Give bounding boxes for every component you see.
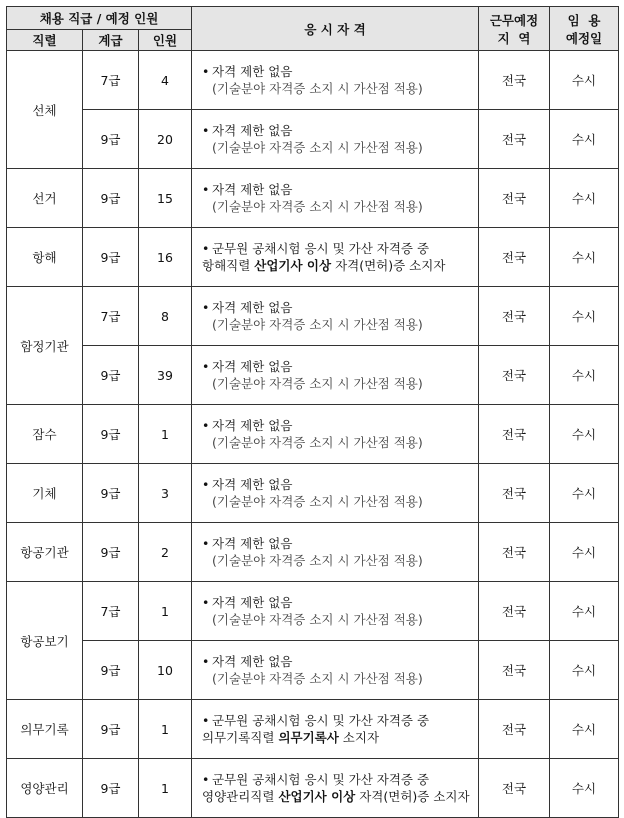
date-cell: 수시 — [550, 228, 619, 287]
qualification-note: (기술분야 자격증 소지 시 가산점 적용) — [212, 435, 423, 450]
date-cell: 수시 — [550, 346, 619, 405]
count-cell: 3 — [139, 464, 192, 523]
qualification-cell — [192, 582, 479, 641]
qualification-note: (기술분야 자격증 소지 시 가산점 적용) — [212, 612, 423, 627]
series-cell: 의무기록 — [7, 700, 83, 759]
header-count: 인원 — [139, 30, 192, 51]
qualification-series: 의무기록직렬 — [202, 730, 279, 745]
region-cell: 전국 — [479, 582, 550, 641]
qualification-text: 군무원 공채시험 응시 및 가산 자격증 중 — [212, 713, 430, 728]
series-cell: 기체 — [7, 464, 83, 523]
count-cell: 1 — [139, 700, 192, 759]
qualification-cell — [192, 523, 479, 582]
table-row — [7, 169, 619, 228]
qualification-text: 자격 제한 없음 — [212, 123, 293, 138]
grade-cell: 9급 — [83, 346, 139, 405]
bullet-icon: • — [202, 772, 210, 787]
qualification-cell — [192, 51, 479, 110]
count-cell: 1 — [139, 405, 192, 464]
bullet-icon: • — [202, 182, 210, 197]
qualification-suffix: 자격(면허)증 소지자 — [331, 258, 446, 273]
count-cell: 20 — [139, 110, 192, 169]
date-cell: 수시 — [550, 110, 619, 169]
table-row — [7, 523, 619, 582]
count-cell: 4 — [139, 51, 192, 110]
qualification-requirement: 의무기록사 — [278, 730, 339, 745]
qualification-cell — [192, 759, 479, 818]
grade-cell: 7급 — [83, 51, 139, 110]
table-row — [7, 641, 619, 700]
qualification-note: (기술분야 자격증 소지 시 가산점 적용) — [212, 553, 423, 568]
qualification-series: 항해직렬 — [202, 258, 255, 273]
qualification-text: 자격 제한 없음 — [212, 359, 293, 374]
qualification-cell — [192, 641, 479, 700]
qualification-text: 자격 제한 없음 — [212, 182, 293, 197]
qualification-suffix: 소지자 — [338, 730, 380, 745]
header-position-count: 채용 직급 / 예정 인원 — [7, 7, 192, 30]
qualification-text: 자격 제한 없음 — [212, 595, 293, 610]
qualification-note: (기술분야 자격증 소지 시 가산점 적용) — [212, 671, 423, 686]
qualification-note: (기술분야 자격증 소지 시 가산점 적용) — [212, 199, 423, 214]
date-cell: 수시 — [550, 287, 619, 346]
grade-cell: 9급 — [83, 228, 139, 287]
qualification-cell — [192, 228, 479, 287]
qualification-text: 군무원 공채시험 응시 및 가산 자격증 중 — [212, 772, 430, 787]
header-region-line1: 근무예정 — [489, 12, 539, 28]
region-cell: 전국 — [479, 405, 550, 464]
qualification-cell — [192, 287, 479, 346]
count-cell: 1 — [139, 582, 192, 641]
grade-cell: 9급 — [83, 700, 139, 759]
qualification-note: (기술분야 자격증 소지 시 가산점 적용) — [212, 494, 423, 509]
grade-cell: 9급 — [83, 759, 139, 818]
header-date-line1: 임 용 — [567, 12, 601, 28]
region-cell: 전국 — [479, 523, 550, 582]
table-row — [7, 582, 619, 641]
table-row — [7, 346, 619, 405]
header-region-line2: 지 역 — [497, 30, 531, 46]
bullet-icon: • — [202, 359, 210, 374]
region-cell: 전국 — [479, 346, 550, 405]
qualification-note: (기술분야 자격증 소지 시 가산점 적용) — [212, 140, 423, 155]
bullet-icon: • — [202, 241, 210, 256]
grade-cell: 9급 — [83, 641, 139, 700]
series-cell: 함정기관 — [7, 287, 83, 405]
qualification-cell — [192, 169, 479, 228]
series-cell: 항해 — [7, 228, 83, 287]
count-cell: 10 — [139, 641, 192, 700]
qualification-text: 자격 제한 없음 — [212, 536, 293, 551]
series-cell: 항공기관 — [7, 523, 83, 582]
series-cell: 영양관리 — [7, 759, 83, 818]
qualification-requirement: 산업기사 이상 — [278, 789, 356, 804]
region-cell: 전국 — [479, 759, 550, 818]
header-qualification: 응 시 자 격 — [192, 7, 479, 51]
grade-cell: 9급 — [83, 405, 139, 464]
qualification-text: 자격 제한 없음 — [212, 64, 293, 79]
region-cell: 전국 — [479, 110, 550, 169]
qualification-cell — [192, 110, 479, 169]
qualification-note: (기술분야 자격증 소지 시 가산점 적용) — [212, 317, 423, 332]
count-cell: 2 — [139, 523, 192, 582]
qualification-cell — [192, 700, 479, 759]
qualification-text: 자격 제한 없음 — [212, 418, 293, 433]
qualification-suffix: 자격(면허)증 소지자 — [355, 789, 470, 804]
qualification-text: 자격 제한 없음 — [212, 300, 293, 315]
table-row — [7, 700, 619, 759]
date-cell: 수시 — [550, 464, 619, 523]
bullet-icon: • — [202, 123, 210, 138]
series-cell: 선거 — [7, 169, 83, 228]
table-row — [7, 405, 619, 464]
grade-cell: 9급 — [83, 169, 139, 228]
grade-cell: 7급 — [83, 582, 139, 641]
date-cell: 수시 — [550, 51, 619, 110]
series-cell: 잠수 — [7, 405, 83, 464]
qualification-requirement: 산업기사 이상 — [254, 258, 332, 273]
table-row — [7, 228, 619, 287]
header-grade: 계급 — [83, 30, 139, 51]
count-cell: 39 — [139, 346, 192, 405]
qualification-series: 영양관리직렬 — [202, 789, 279, 804]
date-cell: 수시 — [550, 641, 619, 700]
region-cell: 전국 — [479, 228, 550, 287]
count-cell: 1 — [139, 759, 192, 818]
header-appointment-date — [550, 7, 619, 51]
series-cell: 선체 — [7, 51, 83, 169]
region-cell: 전국 — [479, 641, 550, 700]
count-cell: 16 — [139, 228, 192, 287]
region-cell: 전국 — [479, 51, 550, 110]
grade-cell: 9급 — [83, 464, 139, 523]
qualification-cell — [192, 405, 479, 464]
date-cell: 수시 — [550, 169, 619, 228]
date-cell: 수시 — [550, 523, 619, 582]
bullet-icon: • — [202, 477, 210, 492]
date-cell: 수시 — [550, 759, 619, 818]
bullet-icon: • — [202, 536, 210, 551]
date-cell: 수시 — [550, 582, 619, 641]
region-cell: 전국 — [479, 700, 550, 759]
header-series: 직렬 — [7, 30, 83, 51]
grade-cell: 9급 — [83, 110, 139, 169]
grade-cell: 7급 — [83, 287, 139, 346]
count-cell: 15 — [139, 169, 192, 228]
grade-cell: 9급 — [83, 523, 139, 582]
bullet-icon: • — [202, 654, 210, 669]
qualification-cell — [192, 346, 479, 405]
region-cell: 전국 — [479, 287, 550, 346]
table-row — [7, 287, 619, 346]
recruitment-table — [6, 6, 619, 818]
bullet-icon: • — [202, 300, 210, 315]
qualification-note: (기술분야 자격증 소지 시 가산점 적용) — [212, 81, 423, 96]
table-row — [7, 51, 619, 110]
date-cell: 수시 — [550, 700, 619, 759]
table-row — [7, 464, 619, 523]
qualification-text: 자격 제한 없음 — [212, 477, 293, 492]
bullet-icon: • — [202, 713, 210, 728]
bullet-icon: • — [202, 595, 210, 610]
table-row — [7, 110, 619, 169]
date-cell: 수시 — [550, 405, 619, 464]
bullet-icon: • — [202, 418, 210, 433]
qualification-text: 자격 제한 없음 — [212, 654, 293, 669]
series-cell: 항공보기 — [7, 582, 83, 700]
header-region — [479, 7, 550, 51]
count-cell: 8 — [139, 287, 192, 346]
region-cell: 전국 — [479, 169, 550, 228]
table-row — [7, 759, 619, 818]
bullet-icon: • — [202, 64, 210, 79]
qualification-cell — [192, 464, 479, 523]
qualification-note: (기술분야 자격증 소지 시 가산점 적용) — [212, 376, 423, 391]
header-date-line2: 예정일 — [565, 30, 603, 46]
qualification-text: 군무원 공채시험 응시 및 가산 자격증 중 — [212, 241, 430, 256]
region-cell: 전국 — [479, 464, 550, 523]
